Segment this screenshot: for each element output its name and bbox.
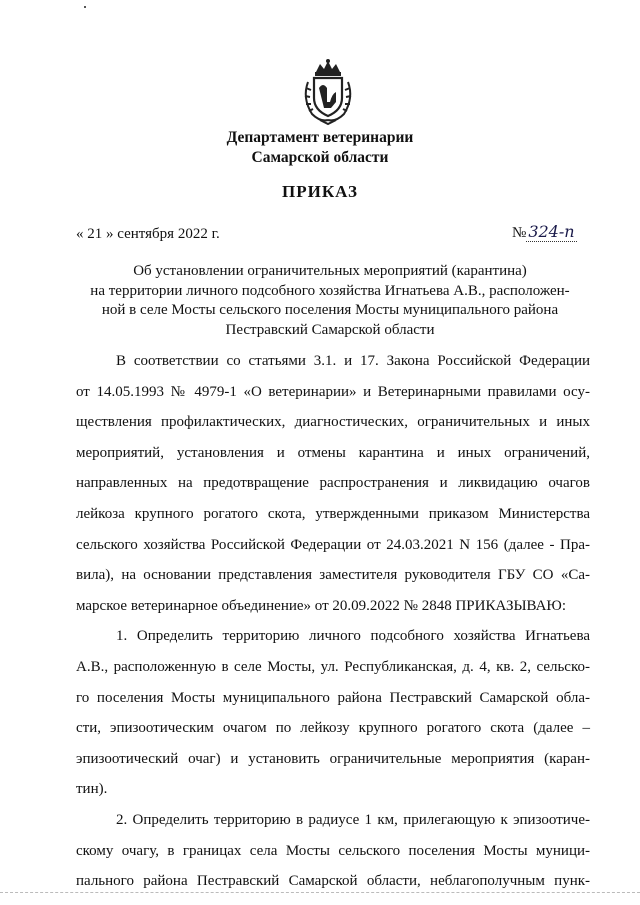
order-body [76, 346, 590, 897]
body-line: го поселения Мосты муниципального района Пестравский Самарской обла- [76, 689, 590, 706]
body-line: 2. Определить территорию в радиусе 1 км, прилегающую к эпизоотиче- [116, 811, 590, 828]
body-line: В соответствии со статьями 3.1. и 17. Закона Российской Федерации [116, 353, 590, 369]
order-date: « 21 » сентября 2022 г. [76, 226, 220, 242]
body-line: А.В., расположенную в селе Мосты, ул. Республиканская, д. 4, кв. 2, сельско- [76, 658, 590, 675]
samara-coat-of-arms-icon [298, 58, 358, 126]
department-line-1: Департамент ветеринарии [226, 129, 414, 146]
body-line: сельского хозяйства Российской Федерации от 24.03.2021 N 156 (далее - Пра- [76, 536, 590, 553]
body-line: эпизоотический очаг) и установить ограничительные мероприятия (каран- [76, 750, 590, 767]
scan-bottom-edge [0, 892, 640, 899]
number-sign: № [512, 225, 527, 241]
body-line: от 14.05.1993 № 4979-1 «О ветеринарии» и Ветеринарными правилами осу- [76, 383, 590, 400]
subject-line: ной в селе Мосты сельского поселения Мосты муниципального района [101, 302, 559, 318]
scan-speck [84, 6, 86, 8]
body-line: ществления профилактических, диагностических, ограничительных и иных [76, 414, 590, 431]
department-line-2: Самарской области [251, 149, 389, 166]
subject-line: Об установлении ограничительных мероприятий (карантина) [133, 263, 527, 279]
department-name [0, 128, 640, 168]
subject-line: на территории личного подсобного хозяйства Игнатьева А.В., расположен- [90, 282, 570, 299]
body-line: сти, эпизоотическим очагом по лейкозу крупного рогатого скота (далее – [76, 720, 590, 737]
body-line: вила), на основании представления заместителя руководителя ГБУ СО «Са- [76, 567, 590, 584]
body-line: мероприятий, установления и отмены карантина и иных ограничений, [76, 444, 590, 461]
body-line: скому очагу, в границах села Мосты сельского поселения Мосты муници- [76, 842, 590, 859]
order-number [512, 222, 577, 242]
document-title: ПРИКАЗ [282, 182, 358, 201]
subject-line: Пестравский Самарской области [225, 321, 435, 338]
body-line: марское ветеринарное объединение» от 20.09.2022 № 2848 ПРИКАЗЫВАЮ: [76, 597, 567, 614]
order-subject [70, 262, 590, 340]
body-line: пального района Пестравский Самарской области, неблагополучным пунк- [76, 873, 590, 890]
body-line: лейкоза крупного рогатого скота, утвержденными приказом Министерства [76, 505, 590, 522]
body-line: направленных на предотвращение распространения и ликвидацию очагов [76, 475, 590, 492]
body-line: тин). [76, 781, 108, 798]
handwritten-number: 324-п [528, 222, 575, 241]
body-line: 1. Определить территорию личного подсобного хозяйства Игнатьева [116, 628, 590, 645]
